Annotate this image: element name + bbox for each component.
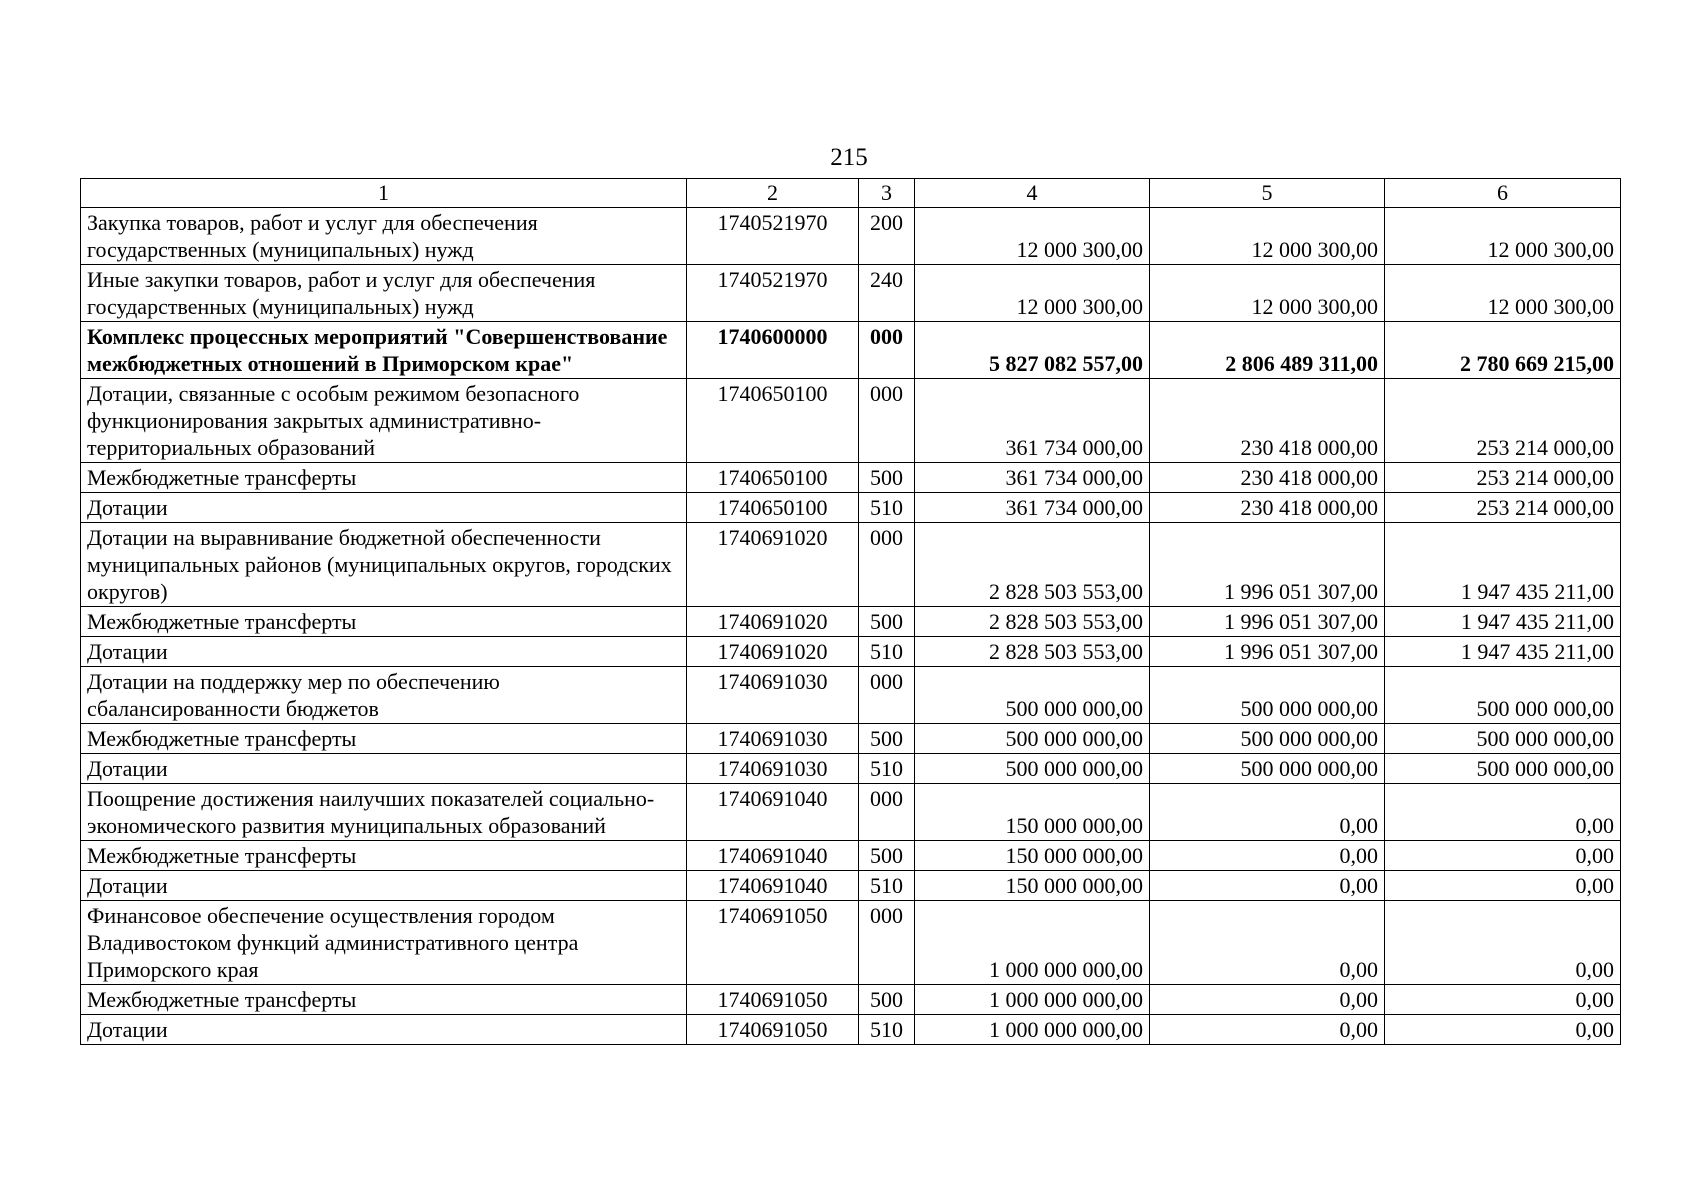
row-amount-col6: 253 214 000,00 xyxy=(1385,379,1621,463)
row-type-cell: 510 xyxy=(859,1015,915,1045)
row-type-cell: 000 xyxy=(859,523,915,607)
row-amount-col5: 230 418 000,00 xyxy=(1150,463,1385,493)
row-amount-col5: 0,00 xyxy=(1150,1015,1385,1045)
table-row xyxy=(81,754,1621,784)
row-amount-col5: 1 996 051 307,00 xyxy=(1150,637,1385,667)
table-row xyxy=(81,637,1621,667)
row-name-cell: Комплекс процессных мероприятий "Совершенствование межбюджетных отношений в Приморском крае" xyxy=(81,322,687,379)
row-amount-col6: 12 000 300,00 xyxy=(1385,265,1621,322)
row-code-cell: 1740650100 xyxy=(687,379,859,463)
row-amount-col5: 500 000 000,00 xyxy=(1150,754,1385,784)
row-code-cell: 1740691020 xyxy=(687,637,859,667)
row-amount-col5: 2 806 489 311,00 xyxy=(1150,322,1385,379)
row-amount-col5: 500 000 000,00 xyxy=(1150,667,1385,724)
row-amount-col6: 2 780 669 215,00 xyxy=(1385,322,1621,379)
header-cell-2: 2 xyxy=(687,179,859,208)
row-name-cell: Дотации xyxy=(81,637,687,667)
row-name-cell: Финансовое обеспечение осуществления городом Владивостоком функций административного центра Приморского края xyxy=(81,901,687,985)
header-cell-5: 5 xyxy=(1150,179,1385,208)
row-amount-col4: 1 000 000 000,00 xyxy=(915,1015,1150,1045)
row-type-cell: 500 xyxy=(859,841,915,871)
table-row xyxy=(81,607,1621,637)
table-row xyxy=(81,784,1621,841)
row-type-cell: 510 xyxy=(859,637,915,667)
row-type-cell: 500 xyxy=(859,724,915,754)
row-amount-col5: 0,00 xyxy=(1150,985,1385,1015)
table-row xyxy=(81,208,1621,265)
row-code-cell: 1740691050 xyxy=(687,1015,859,1045)
row-amount-col5: 0,00 xyxy=(1150,901,1385,985)
header-cell-4: 4 xyxy=(915,179,1150,208)
row-amount-col5: 1 996 051 307,00 xyxy=(1150,607,1385,637)
row-type-cell: 000 xyxy=(859,667,915,724)
row-amount-col5: 500 000 000,00 xyxy=(1150,724,1385,754)
row-name-cell: Межбюджетные трансферты xyxy=(81,985,687,1015)
row-name-cell: Закупка товаров, работ и услуг для обеспечения государственных (муниципальных) нужд xyxy=(81,208,687,265)
row-code-cell: 1740691050 xyxy=(687,985,859,1015)
row-amount-col6: 0,00 xyxy=(1385,871,1621,901)
row-amount-col5: 1 996 051 307,00 xyxy=(1150,523,1385,607)
row-name-cell: Дотации xyxy=(81,493,687,523)
row-name-cell: Поощрение достижения наилучших показателей социально-экономического развития муниципальных образований xyxy=(81,784,687,841)
table-row xyxy=(81,463,1621,493)
row-amount-col6: 1 947 435 211,00 xyxy=(1385,523,1621,607)
row-amount-col4: 1 000 000 000,00 xyxy=(915,901,1150,985)
row-code-cell: 1740691040 xyxy=(687,841,859,871)
row-code-cell: 1740691030 xyxy=(687,724,859,754)
row-amount-col4: 2 828 503 553,00 xyxy=(915,523,1150,607)
table-row xyxy=(81,379,1621,463)
row-amount-col4: 150 000 000,00 xyxy=(915,784,1150,841)
budget-table xyxy=(80,178,1621,1045)
row-code-cell: 1740691040 xyxy=(687,871,859,901)
row-name-cell: Межбюджетные трансферты xyxy=(81,463,687,493)
row-type-cell: 240 xyxy=(859,265,915,322)
row-type-cell: 000 xyxy=(859,784,915,841)
row-amount-col6: 0,00 xyxy=(1385,841,1621,871)
row-code-cell: 1740650100 xyxy=(687,493,859,523)
row-amount-col5: 12 000 300,00 xyxy=(1150,208,1385,265)
table-row xyxy=(81,985,1621,1015)
row-name-cell: Межбюджетные трансферты xyxy=(81,607,687,637)
row-amount-col4: 361 734 000,00 xyxy=(915,379,1150,463)
header-row xyxy=(81,179,1621,208)
table-row xyxy=(81,265,1621,322)
row-type-cell: 500 xyxy=(859,985,915,1015)
row-amount-col6: 500 000 000,00 xyxy=(1385,667,1621,724)
row-amount-col6: 1 947 435 211,00 xyxy=(1385,607,1621,637)
row-amount-col6: 0,00 xyxy=(1385,784,1621,841)
row-name-cell: Дотации на выравнивание бюджетной обеспеченности муниципальных районов (муниципальных округов, городских округов) xyxy=(81,523,687,607)
row-amount-col6: 253 214 000,00 xyxy=(1385,493,1621,523)
row-code-cell: 1740691020 xyxy=(687,607,859,637)
row-code-cell: 1740691050 xyxy=(687,901,859,985)
row-amount-col5: 0,00 xyxy=(1150,871,1385,901)
row-amount-col6: 0,00 xyxy=(1385,985,1621,1015)
row-amount-col5: 230 418 000,00 xyxy=(1150,379,1385,463)
row-code-cell: 1740691030 xyxy=(687,667,859,724)
row-amount-col6: 1 947 435 211,00 xyxy=(1385,637,1621,667)
row-code-cell: 1740521970 xyxy=(687,265,859,322)
row-type-cell: 000 xyxy=(859,322,915,379)
row-amount-col4: 500 000 000,00 xyxy=(915,667,1150,724)
row-amount-col6: 253 214 000,00 xyxy=(1385,463,1621,493)
row-amount-col6: 500 000 000,00 xyxy=(1385,724,1621,754)
header-cell-6: 6 xyxy=(1385,179,1621,208)
table-row xyxy=(81,667,1621,724)
table-row xyxy=(81,901,1621,985)
row-name-cell: Дотации xyxy=(81,754,687,784)
row-amount-col4: 150 000 000,00 xyxy=(915,871,1150,901)
table-body xyxy=(81,179,1621,1045)
header-cell-1: 1 xyxy=(81,179,687,208)
row-name-cell: Иные закупки товаров, работ и услуг для обеспечения государственных (муниципальных) нужд xyxy=(81,265,687,322)
row-type-cell: 000 xyxy=(859,901,915,985)
row-amount-col6: 0,00 xyxy=(1385,901,1621,985)
row-type-cell: 000 xyxy=(859,379,915,463)
row-amount-col4: 12 000 300,00 xyxy=(915,265,1150,322)
row-amount-col4: 5 827 082 557,00 xyxy=(915,322,1150,379)
row-amount-col4: 500 000 000,00 xyxy=(915,724,1150,754)
row-type-cell: 200 xyxy=(859,208,915,265)
row-name-cell: Дотации xyxy=(81,1015,687,1045)
row-amount-col6: 12 000 300,00 xyxy=(1385,208,1621,265)
row-type-cell: 500 xyxy=(859,463,915,493)
row-type-cell: 510 xyxy=(859,493,915,523)
row-name-cell: Дотации xyxy=(81,871,687,901)
row-type-cell: 500 xyxy=(859,607,915,637)
page-number: 215 xyxy=(830,144,868,171)
row-code-cell: 1740650100 xyxy=(687,463,859,493)
table-row xyxy=(81,871,1621,901)
row-code-cell: 1740521970 xyxy=(687,208,859,265)
row-amount-col4: 1 000 000 000,00 xyxy=(915,985,1150,1015)
row-amount-col4: 500 000 000,00 xyxy=(915,754,1150,784)
row-amount-col4: 2 828 503 553,00 xyxy=(915,607,1150,637)
row-name-cell: Дотации на поддержку мер по обеспечению сбалансированности бюджетов xyxy=(81,667,687,724)
row-code-cell: 1740691020 xyxy=(687,523,859,607)
table-row xyxy=(81,841,1621,871)
row-amount-col6: 500 000 000,00 xyxy=(1385,754,1621,784)
row-amount-col5: 230 418 000,00 xyxy=(1150,493,1385,523)
row-amount-col4: 2 828 503 553,00 xyxy=(915,637,1150,667)
row-type-cell: 510 xyxy=(859,754,915,784)
row-code-cell: 1740691040 xyxy=(687,784,859,841)
row-code-cell: 1740691030 xyxy=(687,754,859,784)
table-row xyxy=(81,1015,1621,1045)
row-amount-col4: 361 734 000,00 xyxy=(915,493,1150,523)
row-name-cell: Межбюджетные трансферты xyxy=(81,724,687,754)
table-row xyxy=(81,493,1621,523)
row-type-cell: 510 xyxy=(859,871,915,901)
row-amount-col5: 12 000 300,00 xyxy=(1150,265,1385,322)
row-amount-col4: 150 000 000,00 xyxy=(915,841,1150,871)
table-row xyxy=(81,322,1621,379)
row-amount-col4: 361 734 000,00 xyxy=(915,463,1150,493)
table-row xyxy=(81,724,1621,754)
row-name-cell: Дотации, связанные с особым режимом безопасного функционирования закрытых административно-территориальных образований xyxy=(81,379,687,463)
row-amount-col5: 0,00 xyxy=(1150,841,1385,871)
row-amount-col5: 0,00 xyxy=(1150,784,1385,841)
table-row xyxy=(81,523,1621,607)
row-amount-col6: 0,00 xyxy=(1385,1015,1621,1045)
row-amount-col4: 12 000 300,00 xyxy=(915,208,1150,265)
row-code-cell: 1740600000 xyxy=(687,322,859,379)
header-cell-3: 3 xyxy=(859,179,915,208)
row-name-cell: Межбюджетные трансферты xyxy=(81,841,687,871)
